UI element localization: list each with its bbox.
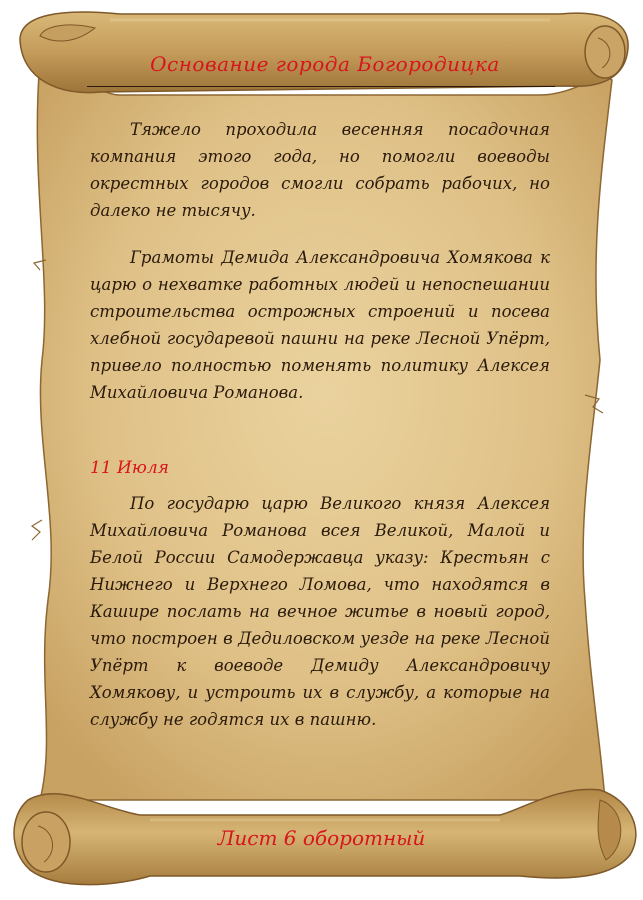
date-heading: 11 Июля (90, 458, 169, 478)
paragraph-2: Грамоты Демида Александровича Хомякова к царю о нехватке работных людей и непоспешании строительства острожных строений и посева хлебной государевой пашни на реке Лесной Упёрт, привело полностью поменять политику Алексея Михайловича Романова. (90, 248, 550, 402)
page-footer-label: Лист 6 оборотный (217, 826, 426, 850)
paragraph-1: Тяжело проходила весенняя посадочная компания этого года, но помогли воеводы окрестных городов смогли собрать рабочих, но далеко не тысячу. (90, 120, 550, 220)
document-title: Основание города Богородицка (150, 52, 500, 76)
decree-paragraph: По государю царю Великого князя Алексея Михайловича Романова всея Великой, Малой и Белой России Самодержавца указу: Крестьян с Нижнего и Верхнего Ломова, что находятся в Кашире послать на вечное житье в новый город, что построен в Дедиловском уезде на реке Лесной Упёрт к воеводе Демиду Александровичу Хомякову, и устроить их в службу, а которые на службу не годятся их в пашню. (90, 494, 550, 729)
title-underline (87, 86, 555, 87)
